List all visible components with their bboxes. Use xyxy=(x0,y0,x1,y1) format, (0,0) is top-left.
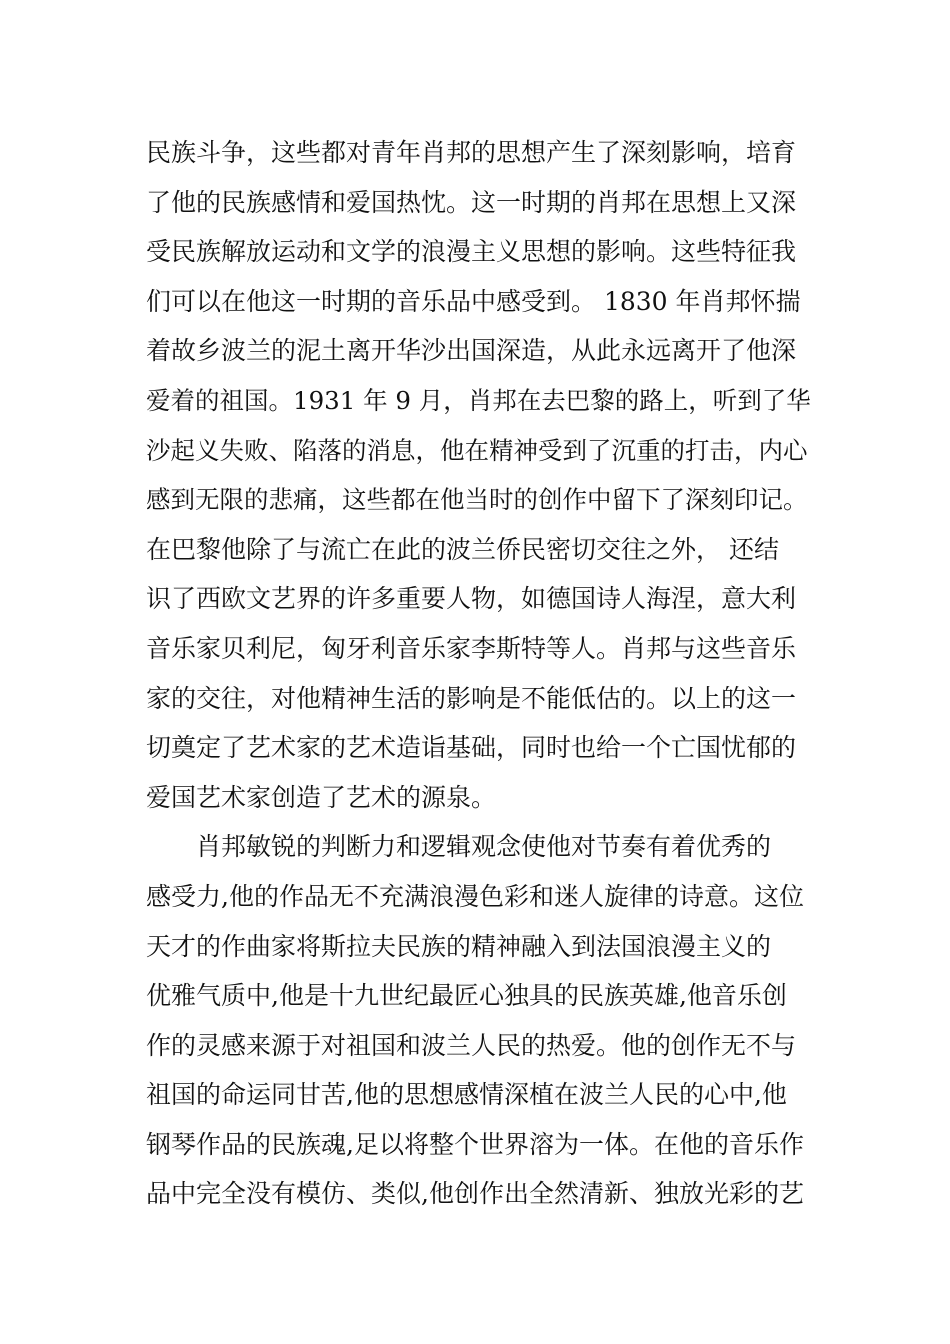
text-line: 着故乡波兰的泥土离开华沙出国深造，从此永远离开了他深 xyxy=(146,336,797,366)
text-line: 作的灵感来源于对祖国和波兰人民的热爱。他的创作无不与 xyxy=(146,1030,797,1060)
text-line: 音乐家贝利尼，匈牙利音乐家李斯特等人。肖邦与这些音乐 xyxy=(146,633,797,663)
text-line: 受民族解放运动和文学的浪漫主义思想的影响。这些特征我 xyxy=(146,237,797,267)
text-line: 感受力,他的作品无不充满浪漫色彩和迷人旋律的诗意。这位 xyxy=(146,881,804,911)
text-line: 爱国艺术家创造了艺术的源泉。 xyxy=(146,782,497,812)
paragraph-start-line: 肖邦敏锐的判断力和逻辑观念使他对节奏有着优秀的 xyxy=(146,832,772,862)
text-line: 天才的作曲家将斯拉夫民族的精神融入到法国浪漫主义的 xyxy=(146,931,772,961)
text-line: 识了西欧文艺界的许多重要人物，如德国诗人海涅，意大利 xyxy=(146,584,797,614)
text-line: 沙起义失败、陷落的消息，他在精神受到了沉重的打击，内心 xyxy=(146,435,808,465)
text-line: 爱着的祖国。1931 年 9 月，肖邦在去巴黎的路上，听到了华 xyxy=(146,385,811,415)
text-line: 家的交往，对他精神生活的影响是不能低估的。以上的这一 xyxy=(146,683,797,713)
body-text xyxy=(146,128,816,1219)
text-line: 感到无限的悲痛，这些都在他当时的创作中留下了深刻印记。 xyxy=(146,485,808,515)
text-line: 品中完全没有模仿、类似,他创作出全然清新、独放光彩的艺 xyxy=(146,1179,804,1209)
text-line: 优雅气质中,他是十九世纪最匠心独具的民族英雄,他音乐创 xyxy=(146,981,787,1011)
text-line: 民族斗争，这些都对青年肖邦的思想产生了深刻影响，培育 xyxy=(146,138,797,167)
text-line: 们可以在他这一时期的音乐品中感受到。 1830 年肖邦怀揣 xyxy=(146,286,801,316)
text-line: 了他的民族感情和爱国热忱。这一时期的肖邦在思想上又深 xyxy=(146,187,797,217)
text-line: 切奠定了艺术家的艺术造诣基础，同时也给一个亡国忧郁的 xyxy=(146,733,797,763)
text-line: 钢琴作品的民族魂,足以将整个世界溶为一体。在他的音乐作 xyxy=(146,1129,804,1159)
text-line: 在巴黎他除了与流亡在此的波兰侨民密切交往之外， 还结 xyxy=(146,534,779,564)
text-line: 祖国的命运同甘苦,他的思想感情深植在波兰人民的心中,他 xyxy=(146,1080,787,1110)
